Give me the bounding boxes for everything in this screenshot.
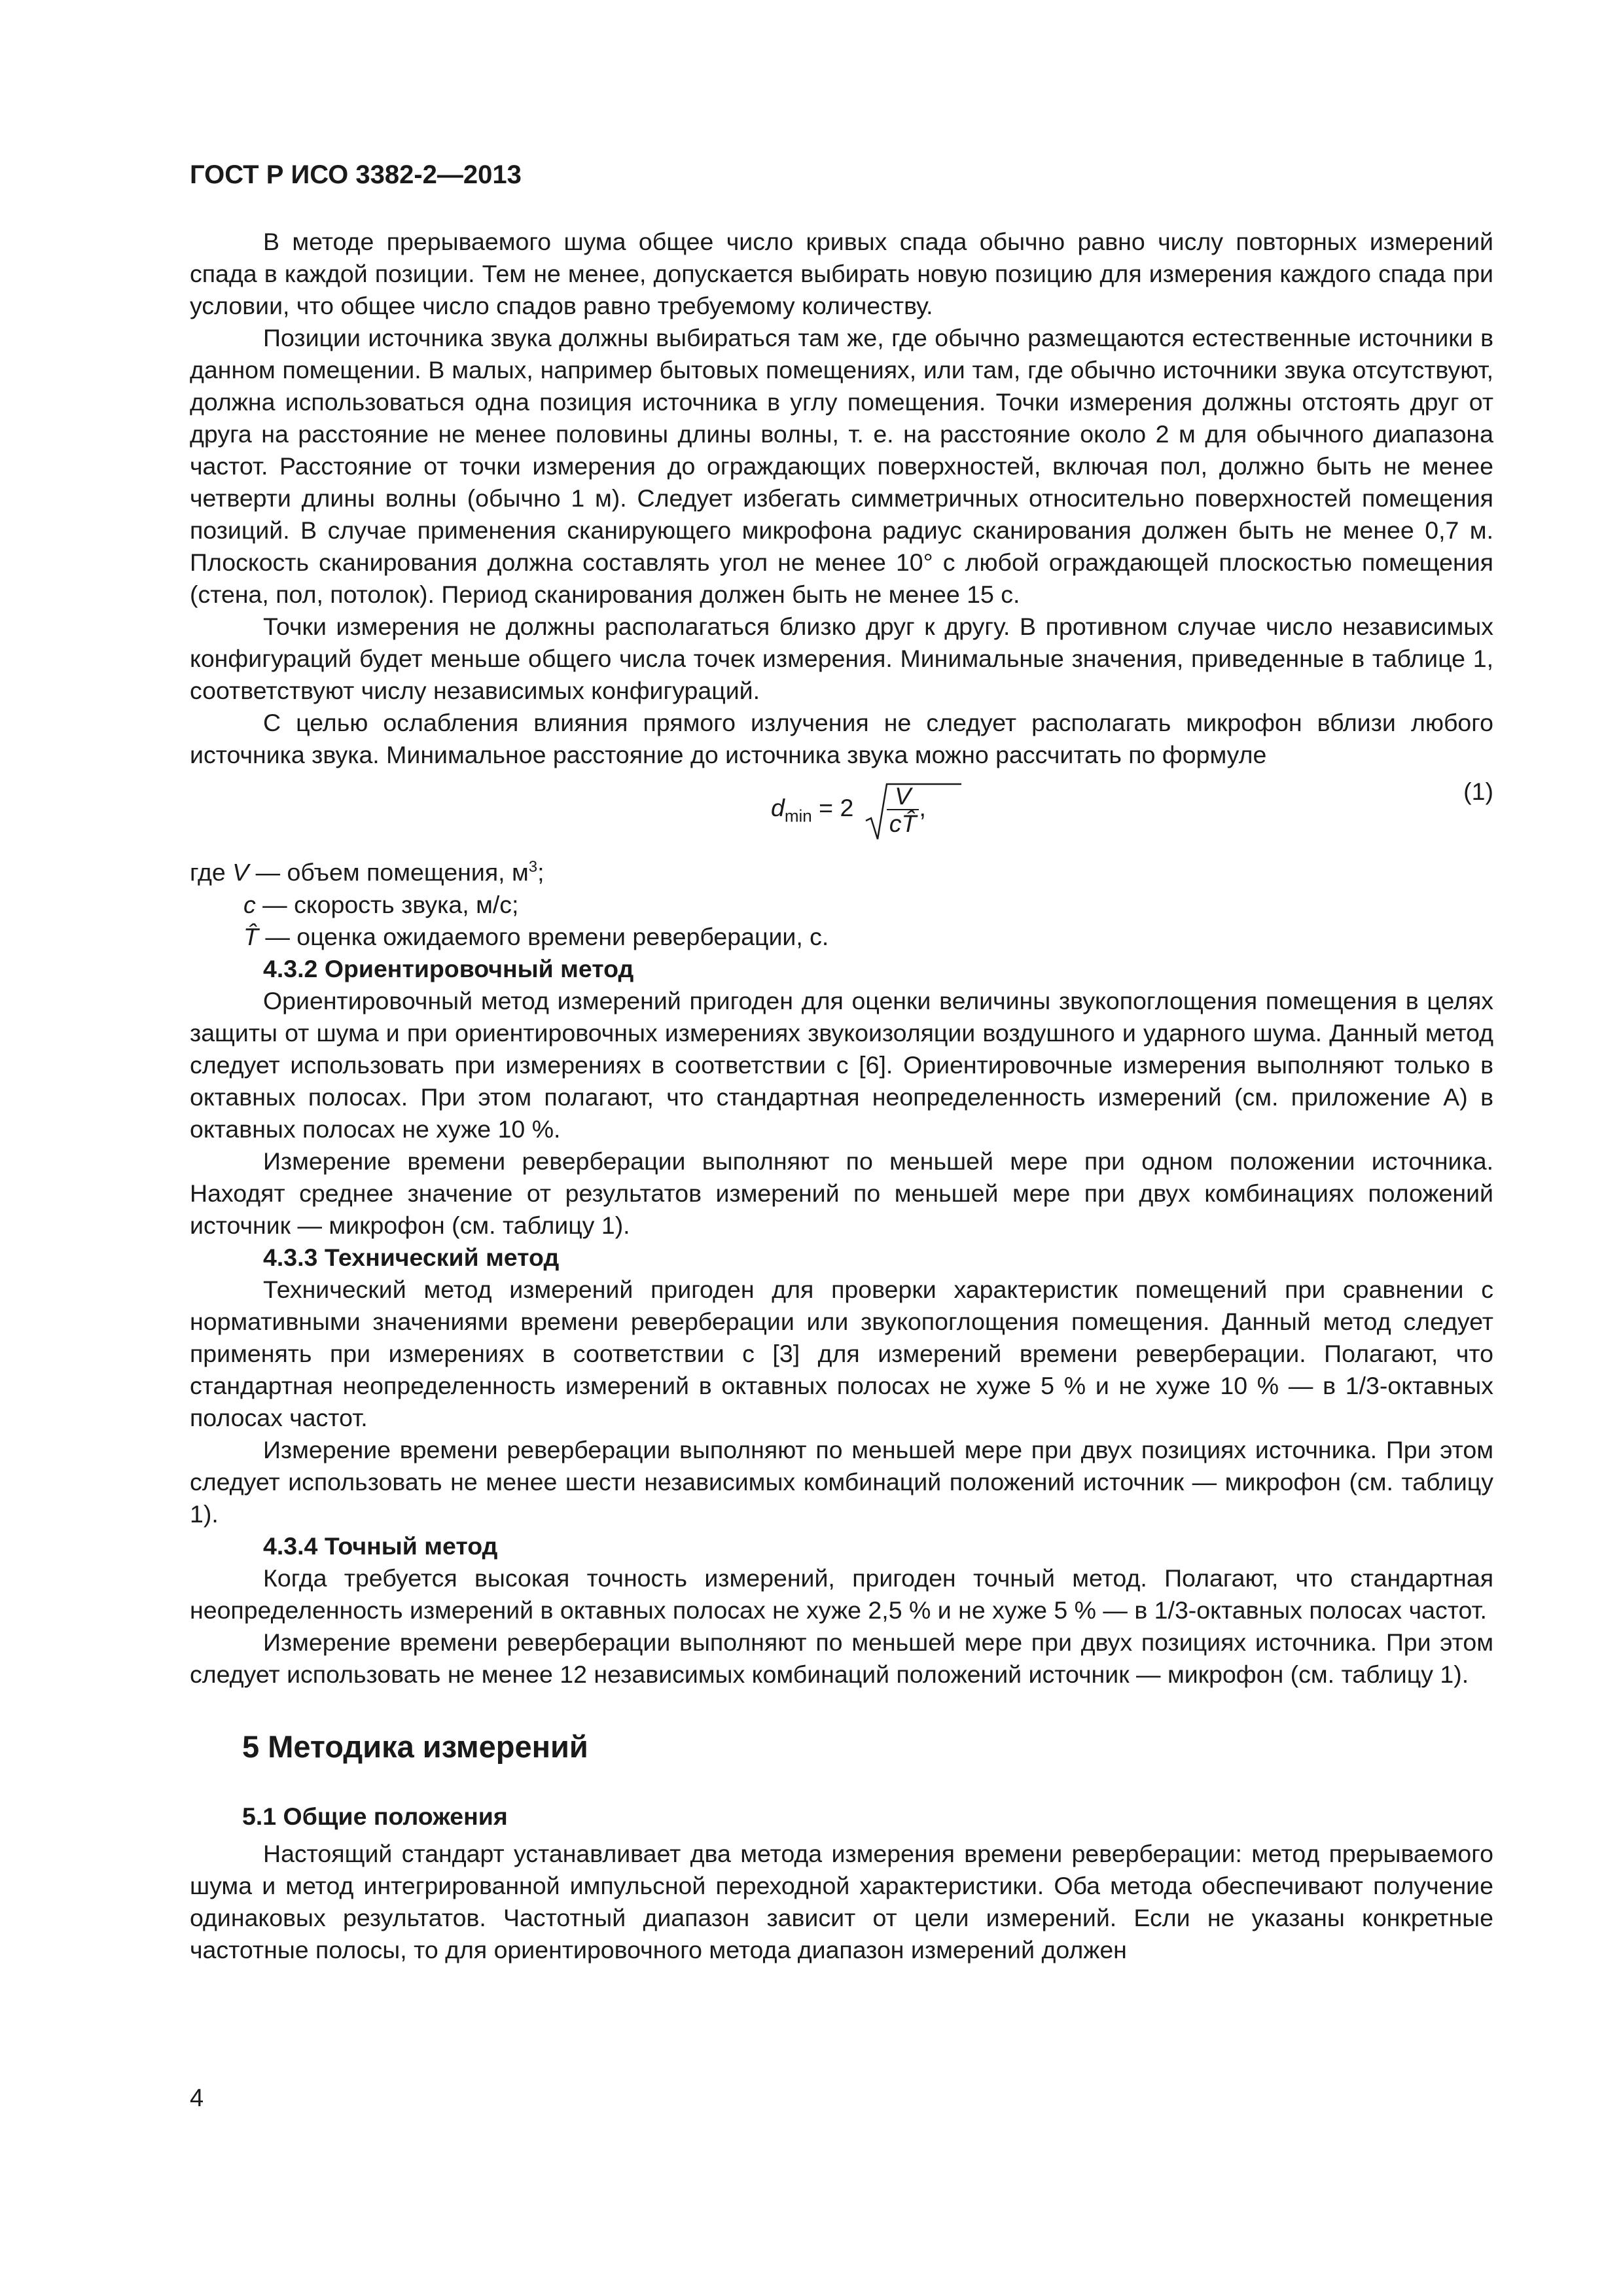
formula-denominator-t: T̂ bbox=[901, 810, 917, 837]
where-c-text: — скорость звука, м/с; bbox=[255, 890, 519, 918]
where-time bbox=[243, 921, 1493, 953]
formula-lhs-subscript: min bbox=[784, 806, 812, 826]
page-number: 4 bbox=[190, 2085, 204, 2112]
formula-lhs: d bbox=[771, 793, 785, 821]
document-page bbox=[190, 0, 1493, 2296]
paragraph-4-3-2-a: Ориентировочный метод измерений пригоден для оценки величины звукопоглощения помещения в целях защиты от шума и при ориентировочных измерениях звукоизоляции воздушного и ударного шума. Данный метод следует использовать при измерениях в соответствии с [6]. Ориентировочные измерения выполняют только в октавных полосах. При этом полагают, что стандартная неопределенность измерений (см. приложение А) в октавных полосах не хуже 10 %. bbox=[190, 986, 1493, 1143]
heading-4-3-4: 4.3.4 Точный метод bbox=[263, 1532, 498, 1560]
formula-dmin bbox=[190, 774, 1493, 847]
paragraph-4-3-3-b: Измерение времени реверберации выполняют по меньшей мере при двух позициях источника. При этом следует использовать не менее шести независимых комбинаций положений источник — микрофон (см. таблицу 1). bbox=[190, 1435, 1493, 1528]
formula-trailing-comma: , bbox=[919, 793, 926, 821]
where-prefix: где bbox=[190, 858, 233, 886]
paragraph-4-3-2-b: Измерение времени реверберации выполняют по меньшей мере при одном положении источника. Находят среднее значение от результатов измерений по меньшей мере при двух комбинациях положений источник — микрофон (см. таблицу 1). bbox=[190, 1147, 1493, 1239]
formula-expression bbox=[771, 783, 926, 836]
document-header: ГОСТ Р ИСО 3382-2—2013 bbox=[190, 160, 522, 189]
where-v-symbol: V bbox=[232, 858, 249, 886]
paragraph-interrupted-noise: В методе прерываемого шума общее число кривых спада обычно равно числу повторных измерений спада в каждой позиции. Тем не менее, допускается выбирать новую позицию для измерения каждого спада при условии, что общее число спадов равно требуемому количеству. bbox=[190, 228, 1493, 319]
paragraph-direct-sound: С целью ослабления влияния прямого излучения не следует располагать микрофон вблизи любого источника звука. Минимальное расстояние до источника звука можно рассчитать по формуле bbox=[190, 709, 1493, 768]
formula-numerator: V bbox=[887, 783, 919, 810]
where-volume bbox=[190, 851, 1493, 889]
sqrt-symbol-icon bbox=[865, 783, 963, 842]
formula-number: (1) bbox=[1463, 778, 1493, 805]
where-t-text: — оценка ожидаемого времени реверберации, с. bbox=[258, 922, 829, 950]
heading-section-5: 5 Методика измерений bbox=[242, 1729, 588, 1764]
formula-sqrt bbox=[865, 783, 919, 836]
paragraph-5-1: Настоящий стандарт устанавливает два метода измерения времени реверберации: метод прерываемого шума и метод интегрированной импульсной переходной характеристики. Оба метода обеспечивают получение одинаковых результатов. Частотный диапазон зависит от цели измерений. Если не указаны конкретные частотные полосы, то для ориентировочного метода диапазон измерений должен bbox=[190, 1839, 1493, 1964]
heading-4-3-3: 4.3.3 Технический метод bbox=[263, 1243, 560, 1271]
where-speed bbox=[243, 889, 1493, 921]
heading-5-1: 5.1 Общие положения bbox=[242, 1802, 508, 1830]
paragraph-source-positions: Позиции источника звука должны выбираться там же, где обычно размещаются естественные источники в данном помещении. В малых, например бытовых помещениях, или там, где обычно источники звука отсутствуют, должна использоваться одна позиция источника в углу помещения. Точки измерения должны отстоять друг от друга на расстояние не менее половины длины волны, т. е. на расстояние около 2 м для обычного диапазона частот. Расстояние от точки измерения до ограждающих поверхностей, включая пол, должно быть не менее четверти длины волны (обычно 1 м). Следует избегать симметричных относительно поверхностей помещения позиций. В случае применения сканирующего микрофона радиус сканирования должен быть не менее 0,7 м. Плоскость сканирования должна составлять угол не менее 10° с любой ограждающей плоскостью помещения (стена, пол, потолок). Период сканирования должен быть не менее 15 с. bbox=[190, 324, 1493, 608]
paragraph-4-3-4-b: Измерение времени реверберации выполняют по меньшей мере при двух позициях источника. При этом следует использовать не менее 12 независимых комбинаций положений источник — микрофон (см. таблицу 1). bbox=[190, 1628, 1493, 1688]
where-t-symbol: T̂ bbox=[243, 922, 259, 950]
where-c-symbol: c bbox=[243, 890, 256, 918]
paragraph-measurement-points: Точки измерения не должны располагаться близко друг к другу. В противном случае число независимых конфигураций будет меньше общего числа точек измерения. Минимальные значения, приведенные в таблице 1, соответствуют числу независимых конфигураций. bbox=[190, 613, 1493, 704]
formula-equals: = 2 bbox=[812, 793, 854, 821]
paragraph-4-3-4-a: Когда требуется высокая точность измерений, пригоден точный метод. Полагают, что стандартная неопределенность измерений в октавных полосах не хуже 2,5 % и не хуже 5 % — в 1/3-октавных полосах частот. bbox=[190, 1564, 1493, 1624]
paragraph-4-3-3-a: Технический метод измерений пригоден для проверки характеристик помещений при сравнении с нормативными значениями времени реверберации или звукопоглощения помещения. Данный метод следует применять при измерениях в соответствии с [3] для измерений времени реверберации. Полагают, что стандартная неопределенность измерений в октавных полосах не хуже 5 % и не хуже 10 % — в 1/3-октавных полосах частот. bbox=[190, 1275, 1493, 1431]
where-v-superscript: 3 bbox=[528, 858, 538, 876]
document-body bbox=[190, 226, 1493, 1966]
where-v-end: ; bbox=[537, 858, 544, 886]
heading-4-3-2: 4.3.2 Ориентировочный метод bbox=[263, 954, 634, 982]
formula-denominator-c: c bbox=[889, 810, 902, 837]
where-v-text: — объем помещения, м bbox=[249, 858, 529, 886]
